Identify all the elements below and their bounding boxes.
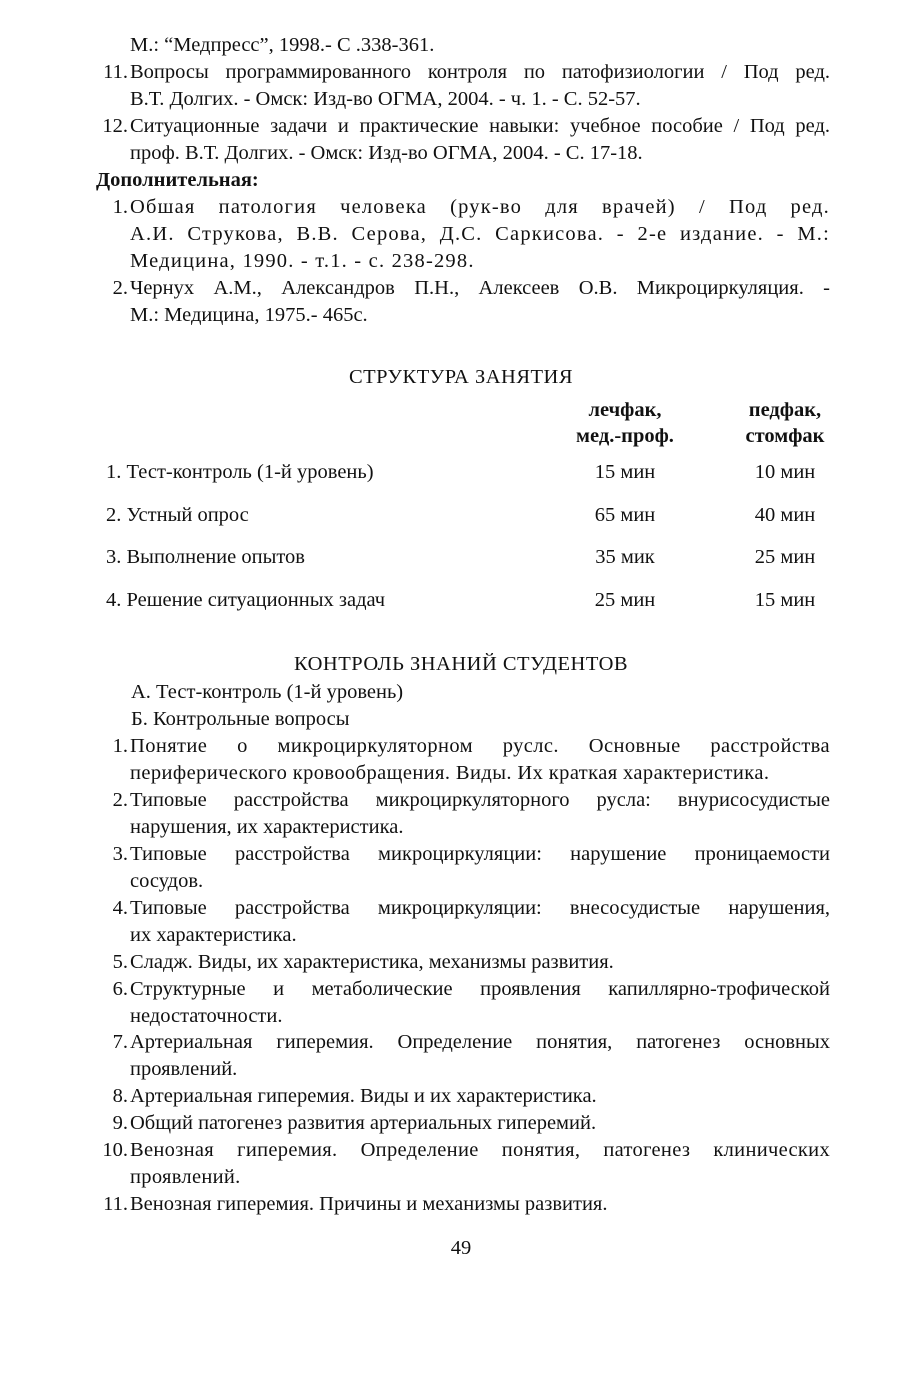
question-line: Типовые расстройства микроциркуляторного русла: внурисосудистые	[130, 789, 830, 811]
question-number: 4.	[112, 897, 128, 919]
reference-item	[96, 59, 830, 113]
column-header-line: педфак,	[748, 399, 822, 421]
question-text	[130, 841, 830, 895]
question-text	[130, 733, 830, 787]
question-line: Структурные и метаболические проявления капиллярно-трофической	[130, 978, 830, 1000]
column-header-line: стомфак	[745, 425, 825, 447]
reference-item	[96, 275, 830, 329]
reference-line: М.: Медицина, 1975.- 465с.	[130, 304, 368, 326]
reference-number: 1.	[112, 196, 128, 218]
question-item	[96, 1110, 830, 1137]
reference-item	[96, 113, 830, 167]
additional-literature-heading: Дополнительная:	[96, 169, 259, 191]
reference-number: 11.	[103, 61, 128, 83]
question-item	[96, 976, 830, 1030]
control-heading: КОНТРОЛЬ ЗНАНИЙ СТУДЕНТОВ	[293, 653, 629, 675]
row-value-lechfak: 25 мин	[594, 589, 656, 611]
reference-line: Обшая патология человека (рук-во для врачей) / Под ред.	[130, 196, 830, 218]
row-value-lechfak: 35 мик	[595, 546, 655, 568]
row-value-lechfak: 65 мин	[594, 504, 656, 526]
question-item	[96, 1083, 830, 1110]
reference-line: проф. В.Т. Долгих. - Омск: Изд-во ОГМА, 2004. - С. 17-18.	[130, 142, 643, 164]
row-value-pedfak: 15 мин	[754, 589, 816, 611]
question-line: недостаточности.	[130, 1005, 283, 1027]
question-item	[96, 1029, 830, 1083]
reference-item	[96, 194, 830, 275]
question-line: Венозная гиперемия. Причины и механизмы развития.	[130, 1193, 608, 1215]
reference-text	[130, 275, 830, 329]
reference-line: М.: “Медпресс”, 1998.- С .338-361.	[130, 34, 435, 56]
question-text	[130, 895, 830, 949]
row-label: 3. Выполнение опытов	[106, 546, 305, 568]
question-number: 11.	[103, 1193, 128, 1215]
reference-line: Чернух А.М., Александров П.Н., Алексеев О.В. Микроциркуляция. -	[130, 277, 830, 299]
reference-line: Медицина, 1990. - т.1. - с. 238-298.	[130, 250, 475, 272]
reference-text	[130, 113, 830, 167]
reference-number: 12.	[102, 115, 128, 137]
question-number: 7.	[112, 1031, 128, 1053]
table-row	[0, 544, 922, 572]
column-header-pedfak	[725, 397, 845, 449]
question-item	[96, 733, 830, 787]
question-line: Общий патогенез развития артериальных гиперемий.	[130, 1112, 597, 1134]
column-header-lechfak	[555, 397, 695, 449]
question-line: Сладж. Виды, их характеристика, механизмы развития.	[130, 951, 614, 973]
question-item	[96, 1137, 830, 1191]
question-line: проявлений.	[130, 1058, 238, 1080]
question-number: 10.	[102, 1139, 128, 1161]
question-line: Типовые расстройства микроциркуляции: нарушение проницаемости	[130, 843, 830, 865]
question-line: нарушения, их характеристика.	[130, 816, 404, 838]
question-text	[130, 1110, 830, 1137]
table-row	[0, 502, 922, 530]
question-text	[130, 949, 830, 976]
question-line: Артериальная гиперемия. Виды и их характеристика.	[130, 1085, 597, 1107]
row-value-pedfak: 10 мин	[754, 461, 816, 483]
question-line: сосудов.	[130, 870, 204, 892]
column-header-line: лечфак,	[588, 399, 662, 421]
reference-line: Вопросы программированного контроля по патофизиологии / Под ред.	[130, 61, 830, 83]
row-value-pedfak: 25 мин	[754, 546, 816, 568]
structure-heading: СТРУКТУРА ЗАНЯТИЯ	[348, 366, 574, 388]
table-row	[0, 587, 922, 615]
row-label: 1. Тест-контроль (1-й уровень)	[106, 461, 374, 483]
question-text	[130, 1137, 830, 1191]
question-item	[96, 1191, 830, 1218]
reference-line: В.Т. Долгих. - Омск: Изд-во ОГМА, 2004. - ч. 1. - С. 52-57.	[130, 88, 641, 110]
question-line: периферического кровообращения. Виды. Их краткая характеристика.	[130, 762, 770, 784]
question-number: 2.	[112, 789, 128, 811]
question-text	[130, 1029, 830, 1083]
row-label: 2. Устный опрос	[106, 504, 249, 526]
reference-item	[96, 32, 830, 59]
page-number: 49	[450, 1237, 472, 1259]
row-value-pedfak: 40 мин	[754, 504, 816, 526]
row-label: 4. Решение ситуационных задач	[106, 589, 386, 611]
question-item	[96, 787, 830, 841]
question-line: Понятие о микроциркуляторном руслс. Основные расстройства	[130, 735, 830, 757]
question-line: Типовые расстройства микроциркуляции: внесосудистые нарушения,	[130, 897, 830, 919]
question-item	[96, 949, 830, 976]
reference-line: А.И. Струкова, В.В. Серова, Д.С. Саркисова. - 2-е издание. - М.:	[130, 223, 830, 245]
row-value-lechfak: 15 мин	[594, 461, 656, 483]
question-number: 1.	[112, 735, 128, 757]
reference-text	[130, 32, 830, 59]
question-number: 5.	[112, 951, 128, 973]
question-text	[130, 976, 830, 1030]
control-subheading-a: А. Тест-контроль (1-й уровень)	[131, 681, 404, 703]
control-subheading-b: Б. Контрольные вопросы	[131, 708, 350, 730]
question-item	[96, 895, 830, 949]
question-line: их характеристика.	[130, 924, 297, 946]
question-number: 9.	[112, 1112, 128, 1134]
table-row	[0, 459, 922, 487]
question-number: 6.	[112, 978, 128, 1000]
question-number: 8.	[112, 1085, 128, 1107]
column-header-line: мед.-проф.	[576, 425, 674, 447]
question-line: проявлений.	[130, 1166, 241, 1188]
question-text	[130, 1191, 830, 1218]
question-line: Венозная гиперемия. Определение понятия, патогенез клинических	[130, 1139, 830, 1161]
reference-text	[130, 194, 830, 275]
reference-number: 2.	[112, 277, 128, 299]
question-number: 3.	[112, 843, 128, 865]
question-item	[96, 841, 830, 895]
question-text	[130, 1083, 830, 1110]
reference-line: Ситуационные задачи и практические навыки: учебное пособие / Под ред.	[130, 115, 830, 137]
reference-text	[130, 59, 830, 113]
question-line: Артериальная гиперемия. Определение понятия, патогенез основных	[130, 1031, 830, 1053]
question-text	[130, 787, 830, 841]
